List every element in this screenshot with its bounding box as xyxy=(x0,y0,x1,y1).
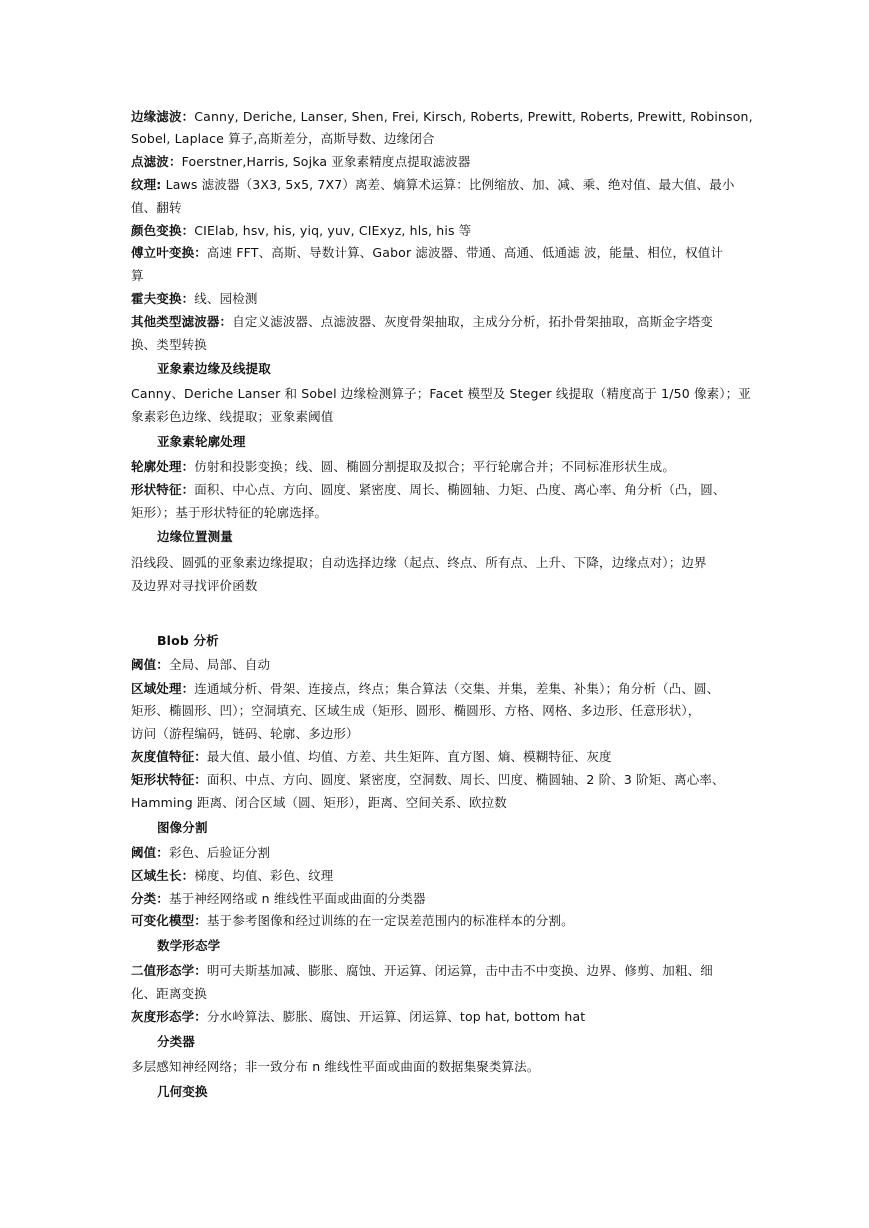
term-label: 颜色变换： xyxy=(131,223,195,238)
term-text: 访问（游程编码，链码、轮廓、多边形） xyxy=(131,726,359,741)
term-text: 最大值、最小值、均值、方差、共生矩阵、直方图、熵、模糊特征、灰度 xyxy=(206,749,612,764)
term-label: 二值形态学： xyxy=(131,963,207,978)
term-text: Canny, Deriche, Lanser, Shen, Frei, Kirsch, Roberts, Prewitt, Roberts, Prewitt, Robinson, xyxy=(194,109,753,124)
term-text: 梯度、均值、彩色、纹理 xyxy=(194,868,334,883)
text-line xyxy=(131,177,735,193)
term-label: 矩形状特征： xyxy=(131,772,207,787)
term-text: Foerstner,Harris, Sojka 亚象素精度点提取滤波器 xyxy=(181,154,471,169)
text-line xyxy=(131,268,144,284)
text-line xyxy=(131,963,713,979)
section-heading: 边缘位置测量 xyxy=(157,529,233,544)
text-line xyxy=(131,703,700,719)
text-line xyxy=(131,505,327,521)
text-line xyxy=(131,109,753,125)
term-text: 线、园检测 xyxy=(194,291,258,306)
term-text: 象素彩色边缘、线提取；亚象素阈值 xyxy=(131,409,334,424)
term-label: 其他类型滤波器： xyxy=(131,314,233,329)
term-text: 化、距离变换 xyxy=(131,986,207,1001)
text-line xyxy=(131,131,435,147)
text-line xyxy=(131,555,707,571)
text-line xyxy=(131,986,207,1002)
section-heading: 图像分割 xyxy=(157,820,208,835)
term-text: 及边界对寻找评价函数 xyxy=(131,578,258,593)
term-text: 基于神经网络或 n 维线性平面或曲面的分类器 xyxy=(168,891,426,906)
term-label: 灰度值特征： xyxy=(131,749,207,764)
text-line xyxy=(131,749,612,765)
term-text: 矩形、椭圆形、凹）；空洞填充、区域生成（矩形、圆形、椭圆形、方格、网格、多边形、任意形状）， xyxy=(131,703,701,718)
term-text: 换、类型转换 xyxy=(131,337,207,352)
text-line xyxy=(131,868,333,884)
term-text: 多层感知神经网络；非一致分布 n 维线性平面或曲面的数据集聚类算法。 xyxy=(131,1059,540,1074)
term-text: 面积、中心点、方向、圆度、紧密度、周长、椭圆轴、力矩、凸度、离心率、角分析（凸，圆、 xyxy=(194,482,726,497)
term-label: 灰度形态学： xyxy=(131,1009,207,1024)
term-text: 值、翻转 xyxy=(131,200,182,215)
term-text: 分水岭算法、膨胀、腐蚀、开运算、闭运算、top hat, bottom hat xyxy=(206,1009,586,1024)
term-text: 算 xyxy=(131,268,144,283)
term-text: 自定义滤波器、点滤波器、灰度骨架抽取，主成分分析，拓扑骨架抽取，高斯金字塔变 xyxy=(232,314,713,329)
term-label: 轮廓处理： xyxy=(131,459,195,474)
term-label: 纹理: xyxy=(131,177,162,192)
term-label: 阈值： xyxy=(131,845,169,860)
text-line xyxy=(131,681,719,697)
term-text: Sobel, Laplace 算子,高斯差分，高斯导数、边缘闭合 xyxy=(131,131,435,146)
term-label: 形状特征： xyxy=(131,482,195,497)
term-label: 可变化模型： xyxy=(131,913,207,928)
term-text: Laws 滤波器（3X3, 5x5, 7X7）离差、熵算术运算：比例缩放、加、减、乘、绝对值、最大值、最小 xyxy=(161,177,735,192)
text-line xyxy=(131,913,574,929)
text-line xyxy=(131,726,359,742)
term-label: 傅立叶变换： xyxy=(131,245,207,260)
section-heading: 几何变换 xyxy=(157,1084,208,1099)
term-text: 仿射和投影变换；线、圆、椭圆分割提取及拟合；平行轮廓合并；不同标准形状生成。 xyxy=(194,459,675,474)
text-line xyxy=(131,795,507,811)
term-label: 边缘滤波： xyxy=(131,109,195,124)
section-heading: 亚象素边缘及线提取 xyxy=(157,361,271,376)
text-line xyxy=(131,200,182,216)
term-text: CIElab, hsv, his, yiq, yuv, CIExyz, hls, his 等 xyxy=(194,223,472,238)
text-line xyxy=(131,409,333,425)
term-text: Canny、Deriche Lanser 和 Sobel 边缘检测算子；Facet 模型及 Steger 线提取（精度高于 1/50 像素）；亚 xyxy=(131,386,751,401)
text-line xyxy=(131,772,725,788)
term-text: 基于参考图像和经过训练的在一定误差范围内的标准样本的分割。 xyxy=(206,913,574,928)
term-text: 矩形）；基于形状特征的轮廓选择。 xyxy=(131,505,328,520)
term-label: 区域生长： xyxy=(131,868,195,883)
text-line xyxy=(131,245,723,261)
term-text: 全局、局部、自动 xyxy=(168,657,271,672)
term-text: 明可夫斯基加减、膨胀、腐蚀、开运算、闭运算，击中击不中变换、边界、修剪、加粗、细 xyxy=(206,963,713,978)
text-line xyxy=(131,314,713,330)
term-text: 彩色、后验证分割 xyxy=(168,845,271,860)
term-label: 区域处理： xyxy=(131,681,195,696)
term-label: 霍夫变换： xyxy=(131,291,195,306)
section-heading: Blob 分析 xyxy=(157,633,219,648)
text-line xyxy=(131,386,751,402)
term-text: 沿线段、圆弧的亚象素边缘提取；自动选择边缘（起点、终点、所有点、上升、下降，边缘点对）；边界 xyxy=(131,555,707,570)
text-line xyxy=(131,578,258,594)
text-line xyxy=(131,223,471,239)
term-text: 连通域分析、骨架、连接点，终点；集合算法（交集、并集，差集、补集）；角分析（凸、圆、 xyxy=(194,681,720,696)
term-text: 面积、中点、方向、圆度、紧密度，空洞数、周长、凹度、椭圆轴、2 阶、3 阶矩、离心率、 xyxy=(206,772,725,787)
text-line xyxy=(131,657,270,673)
text-line xyxy=(131,337,207,353)
text-line xyxy=(131,459,675,475)
section-heading: 分类器 xyxy=(157,1034,195,1049)
term-label: 阈值： xyxy=(131,657,169,672)
term-label: 分类： xyxy=(131,891,169,906)
text-line xyxy=(131,1059,539,1075)
section-heading: 数学形态学 xyxy=(157,938,221,953)
text-line xyxy=(131,845,270,861)
text-line xyxy=(131,482,726,498)
term-label: 点滤波： xyxy=(131,154,182,169)
text-line xyxy=(131,891,426,907)
text-line xyxy=(131,1009,585,1025)
term-text: Hamming 距离、闭合区域（圆、矩形），距离、空间关系、欧拉数 xyxy=(131,795,507,810)
term-text: 高速 FFT、高斯、导数计算、Gabor 滤波器、带通、高通、低通滤 波，能量、相位，权值计 xyxy=(206,245,724,260)
text-line xyxy=(131,291,258,307)
section-heading: 亚象素轮廓处理 xyxy=(157,434,246,449)
text-line xyxy=(131,154,470,170)
